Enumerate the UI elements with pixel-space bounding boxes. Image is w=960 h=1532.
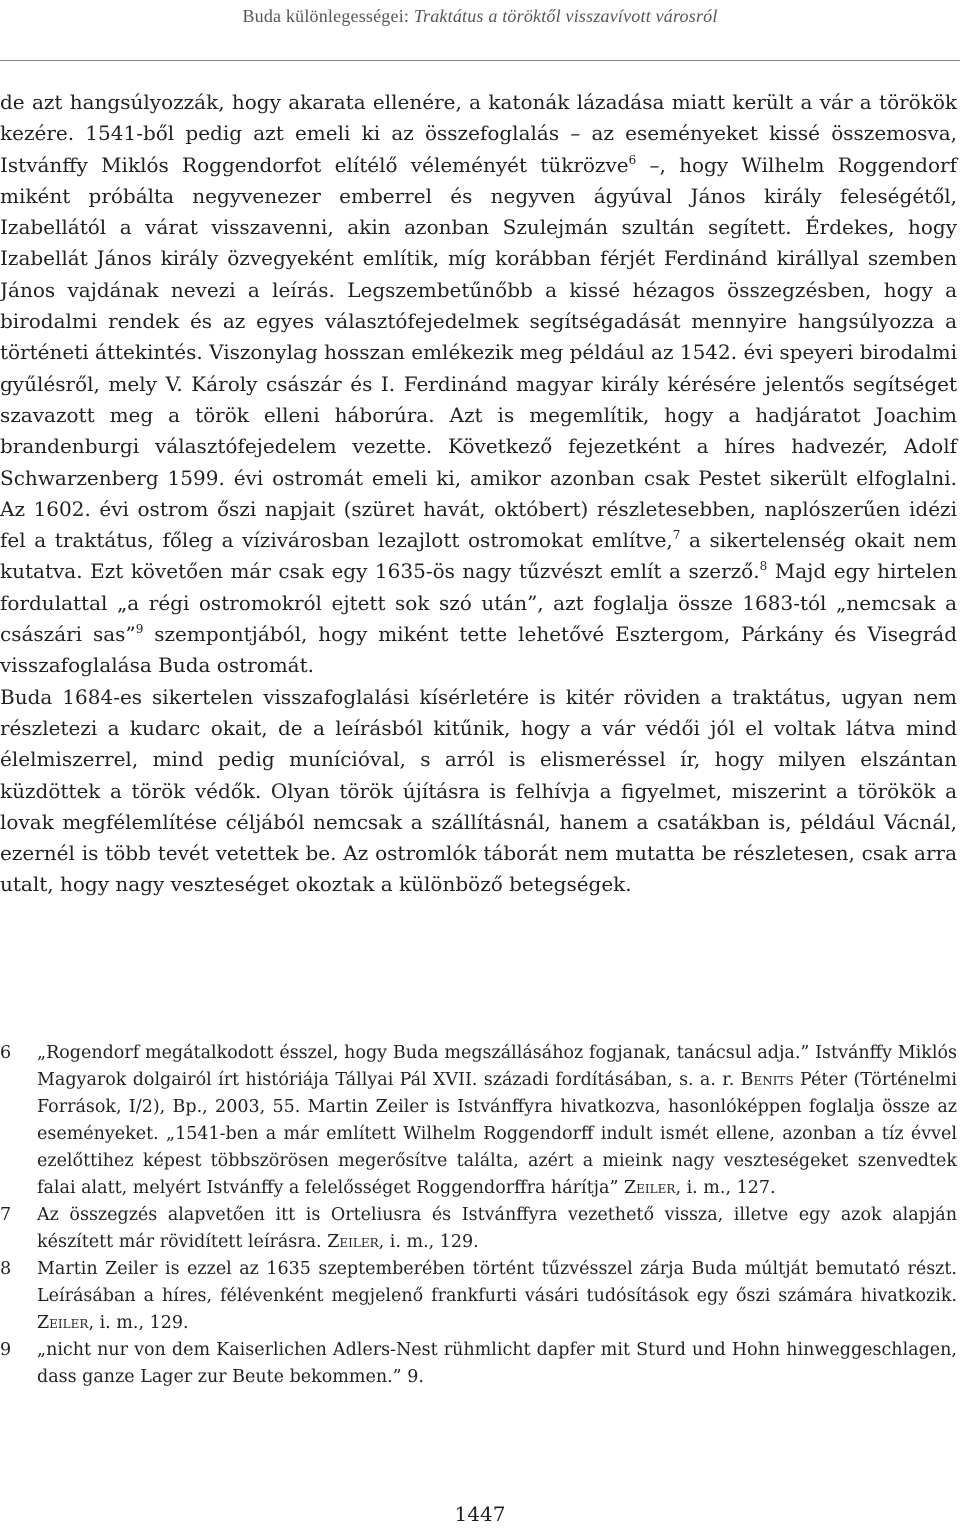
footnote-6-text-c: , i. m., 127. [675, 1178, 776, 1198]
paragraph-1-part-e: szempontjából, hogy miként tette lehetővé Esztergom, Párkány és Visegrád visszafoglalása Buda ostromát. [0, 622, 957, 678]
running-header-subtitle: Traktátus a töröktől visszavívott városról [413, 6, 718, 26]
footnote-text [37, 1256, 957, 1337]
footnote-6-text-b: Péter (Történelmi Források, I/2), Bp., 2003, 55. Martin Zeiler is Istvánffyra hivatkozva, hasonlóképpen foglalja össze az eseményeket. „1541-ben a már említett Wilhelm Roggendorff indult ismét ellene, azonban a tíz évvel ezelőttihez képest többszörösen megerősítve találta, azért a mieink nagy veszteségeket szenvedtek falai alatt, melyért Istvánffy a felelősséget Roggendorffra hárítja” [37, 1070, 957, 1198]
footnote-8-text-a: Martin Zeiler is ezzel az 1635 szeptemberében történt tűzvésszel zárja Buda múltját bemutató részt. Leírásában a híres, félévenként megjelenő frankfurti vásári tudósítások egy őszi számára hivatkozik. [37, 1259, 957, 1306]
paragraph-2: Buda 1684-es sikertelen visszafoglalási kísérletére is kitér röviden a traktátus, ugyan nem részletezi a kudarc okait, de a leírásból kitűnik, hogy a vár védői jól el voltak látva mind élelmiszerrel, mind pedig munícióval, s arról is elismeréssel ír, hogy milyen elszántan küzdöttek a török védők. Olyan török újításra is felhívja a figyelmet, miszerint a törökök a lovak megfélemlítése céljából nemcsak a szállításnál, hanem a csatákban is, például Vácnál, ezernél is több tevét vetettek be. Az ostromlók táborát nem mutatta be részletesen, csak arra utalt, hogy nagy veszteséget okoztak a különböző betegségek. [0, 684, 957, 897]
footnote-ref-9[interactable]: 9 [135, 622, 144, 637]
author-benits: Benits [740, 1070, 794, 1090]
footnotes [0, 1040, 957, 1391]
footnote-7-text-a: Az összegzés alapvetően itt is Orteliusra és Istvánffyra vezethető vissza, illetve egy azok alapján készített már rövidített leírásra. [37, 1205, 957, 1252]
footnote-7-text-b: , i. m., 129. [378, 1232, 479, 1252]
footnote-text [37, 1202, 957, 1256]
footnote-ref-7[interactable]: 7 [672, 528, 681, 543]
page-number: 1447 [454, 1502, 506, 1526]
author-zeiler: Zeiler [327, 1232, 379, 1252]
running-header-title: Buda különlegességei: [242, 6, 414, 26]
author-zeiler: Zeiler [624, 1178, 676, 1198]
main-text [0, 87, 957, 901]
paragraph-1-part-c: a sikertelenség okait nem kutatva. Ezt követően már csak egy 1635-ös nagy tűzvészt említ a szerző. [0, 528, 958, 584]
footnote-6 [0, 1040, 957, 1202]
footnote-number: 6 [0, 1043, 12, 1063]
paragraph-1-part-b: –, hogy Wilhelm Roggendorf miként próbálta negyvenezer emberrel és negyven ágyúval János király feleségétől, Izabellától a várat visszavenni, akin azonban Szulejmán szultán segített. Érdekes, hogy Izabellát János király özvegyeként említik, míg korábban férjét Ferdinánd királlyal szemben János vajdának nevezi a leírás. Legszembetűnőbb a kissé hézagos összegzésben, hogy a birodalmi rendek és az egyes választófejedelmek segítségadását mennyire hangsúlyozza a történeti áttekintés. Viszonylag hosszan emlékezik meg például az 1542. évi speyeri birodalmi gyűlésről, mely V. Károly császár és I. Ferdinánd magyar király kérésére jelentős segítséget szavazott meg a török elleni háborúra. Azt is megemlítik, hogy a hadjáratot Joachim brandenburgi választófejedelem vezette. Következő fejezetként a híres hadvezér, Adolf Schwarzenberg 1599. évi ostromát emeli ki, amikor azonban csak Pestet sikerült elfoglalni. Az 1602. évi ostrom őszi napjait (szüret havát, októbert) részletesebben, naplószerűen idézi fel a traktátus, főleg a vízivárosban lezajlott ostromokat említve, [0, 152, 957, 553]
footnote-6-text-a: „Rogendorf megátalkodott ésszel, hogy Buda megszállásához fogjanak, tanácsul adja.” Istvánffy Miklós Magyarok dolgairól írt históriája Tállyai Pál XVII. századi fordításában, s. a. r. [37, 1043, 957, 1090]
footnote-8-text-b: , i. m., 129. [88, 1313, 189, 1333]
paragraph-1 [0, 87, 957, 682]
footnote-text [37, 1040, 957, 1202]
footnote-number: 7 [0, 1205, 12, 1225]
author-zeiler: Zeiler [37, 1313, 89, 1333]
footnote-number: 8 [0, 1259, 12, 1279]
footnote-text: „nicht nur von dem Kaiserlichen Adlers-Nest rühmlicht dapfer mit Sturd und Hohn hinweggeschlagen, dass ganze Lager zur Beute bekommen.” 9. [37, 1340, 957, 1387]
footnote-9 [0, 1337, 957, 1391]
header-rule [0, 60, 960, 61]
paragraph-1-part-d: Majd egy hirtelen fordulattal „a régi ostromokról ejtett sok szó után”, azt foglalja össze 1683-tól „nemcsak a császári sas” [0, 559, 957, 647]
running-header [0, 6, 960, 27]
footnote-7 [0, 1202, 957, 1256]
footnote-ref-6[interactable]: 6 [628, 152, 637, 167]
footnote-ref-8[interactable]: 8 [759, 559, 768, 574]
paragraph-1-part-a: de azt hangsúlyozzák, hogy akarata ellenére, a katonák lázadása miatt került a vár a törökök kezére. 1541-ből pedig azt emeli ki az összefoglalás – az eseményeket kissé összemosva, Istvánffy Miklós Roggendorfot elítélő véleményét tükrözve [0, 90, 957, 177]
footnote-8 [0, 1256, 957, 1337]
footnote-number: 9 [0, 1340, 12, 1360]
